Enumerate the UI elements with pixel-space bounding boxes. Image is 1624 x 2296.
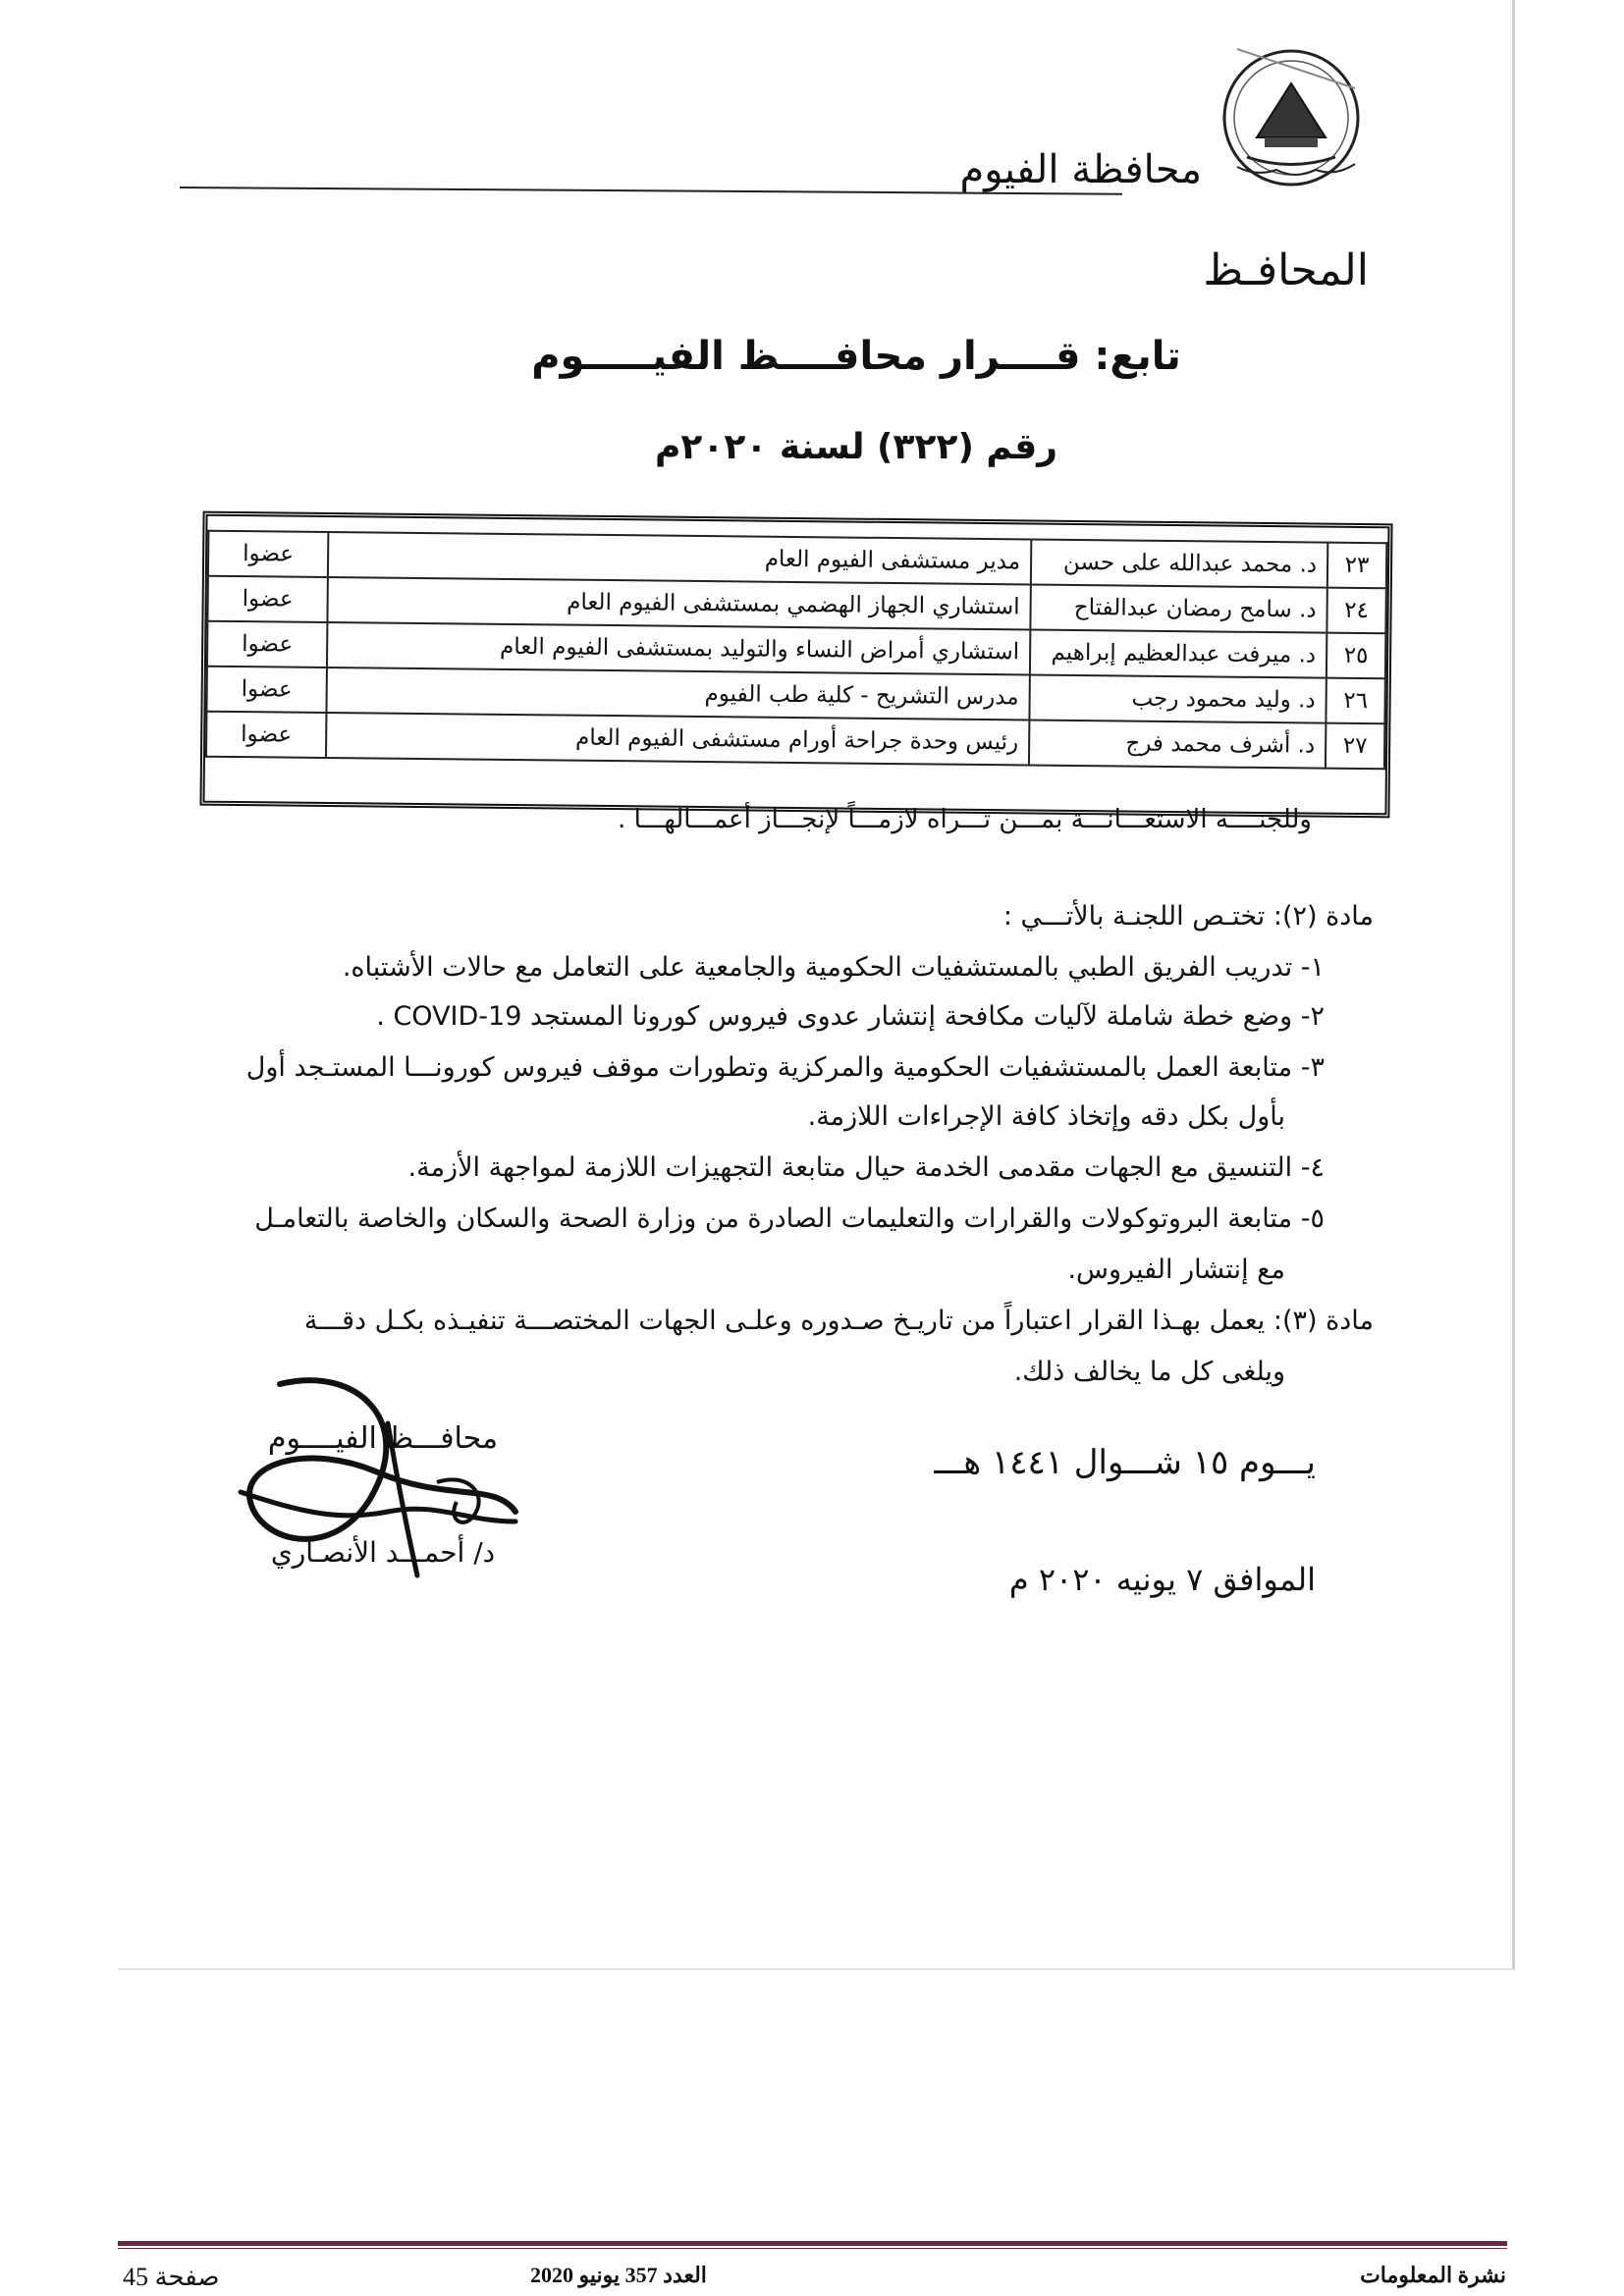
article-2-item-5: ٥- متابعة البروتوكولات والقرارات والتعليمات الصادرة من وزارة الصحة والسكان والخاصة بالتعامـل — [254, 1203, 1325, 1234]
member-job: استشاري أمراض النساء والتوليد بمستشفى الفيوم العام — [327, 622, 1030, 674]
scanned-page — [118, 0, 1515, 1970]
signatory-name: د/ أحمـــد الأنصـاري — [270, 1536, 496, 1569]
article-3-line-1: مادة (٣): يعمل بهـذا القرار اعتباراً من تاريـخ صـدوره وعلـى الجهات المختصـــة تنفيـذه بكـل دقـــة — [303, 1306, 1374, 1336]
article-2-item-2: ٢- وضع خطة شاملة لآليات مكافحة إنتشار عدوى فيروس كورونا المستجد COVID-19 . — [376, 1001, 1325, 1032]
decree-number: رقم (٣٢٢) لسنة ٢٠٢٠م — [655, 427, 1057, 467]
member-job: استشاري الجهاز الهضمي بمستشفى الفيوم العام — [327, 577, 1030, 629]
member-role: عضوا — [207, 621, 327, 667]
member-role: عضوا — [206, 712, 326, 758]
decree-title: تابع: قــــرار محافــــظ الفيـــــوم — [531, 334, 1181, 379]
member-job: مدرس التشريح - كلية طب الفيوم — [326, 667, 1029, 720]
handwritten-signature-icon — [221, 1364, 555, 1610]
gregorian-date: الموافق ٧ يونيه ٢٠٢٠ م — [1008, 1561, 1316, 1598]
member-role: عضوا — [206, 667, 326, 713]
article-3-line-2: ويلغى كل ما يخالف ذلك. — [1013, 1357, 1285, 1387]
article-2-item-1: ١- تدريب الفريق الطبي بالمستشفيات الحكومية والجامعية على التعامل مع حالات الأشتباه. — [342, 952, 1325, 983]
member-number: ٢٤ — [1326, 588, 1385, 634]
governorate-logo-icon — [1218, 44, 1365, 191]
member-name: د. سامح رمضان عبدالفتاح — [1030, 584, 1326, 632]
member-number: ٢٦ — [1326, 678, 1384, 724]
member-number: ٢٥ — [1326, 633, 1385, 679]
hijri-date: يـــوم ١٥ شـــوال ١٤٤١ هـــ — [934, 1443, 1316, 1482]
member-number: ٢٣ — [1327, 543, 1386, 589]
footer-divider — [118, 2241, 1507, 2246]
article-2-item-3: ٣- متابعة العمل بالمستشفيات الحكومية والمركزية وتطورات موقف فيروس كورونـــا المستـجد أول — [245, 1052, 1325, 1083]
member-name: د. وليد محمود رجب — [1029, 674, 1326, 722]
member-job: رئيس وحدة جراحة أورام مستشفى الفيوم العام — [326, 713, 1029, 765]
page-number: صفحة 45 — [123, 2263, 220, 2291]
members-table-body — [206, 531, 1386, 770]
member-job: مدير مستشفى الفيوم العام — [328, 532, 1031, 584]
footer-divider-thin — [118, 2248, 1507, 2249]
member-role: عضوا — [208, 531, 328, 577]
signature-title: محافـــظ الفيــــوم — [267, 1421, 499, 1456]
member-role: عضوا — [207, 576, 327, 622]
member-name: د. ميرفت عبدالعظيم إبراهيم — [1030, 629, 1326, 677]
article-2-item-5-cont: مع إنتشار الفيروس. — [1067, 1255, 1285, 1285]
member-name: د. أشرف محمد فرج — [1029, 720, 1326, 768]
governorate-name: محافظة الفيوم — [959, 147, 1202, 192]
member-name: د. محمد عبدالله على حسن — [1031, 539, 1327, 587]
members-table — [199, 511, 1392, 819]
article-2-item-3-cont: بأول بكل دقه وإتخاذ كافة الإجراءات اللازمة. — [807, 1101, 1285, 1132]
issue-info: العدد 357 يونيو 2020 — [530, 2263, 707, 2287]
governor-title: المحافـظ — [1203, 245, 1369, 295]
committee-assistance-note: وللجنــــة الاستعـــانـــة بمـــن تـــراه لازمـــاً لإنجـــاز أعمـــالهـــا . — [618, 805, 1312, 834]
article-2-item-4: ٤- التنسيق مع الجهات مقدمى الخدمة حيال متابعة التجهيزات اللازمة لمواجهة الأزمة. — [407, 1152, 1325, 1183]
bulletin-name: نشرة المعلومات — [1360, 2263, 1506, 2287]
article-2-heading: مادة (٢): تختـص اللجنـة بالأتـــي : — [1002, 901, 1374, 932]
member-number: ٢٧ — [1326, 723, 1384, 770]
